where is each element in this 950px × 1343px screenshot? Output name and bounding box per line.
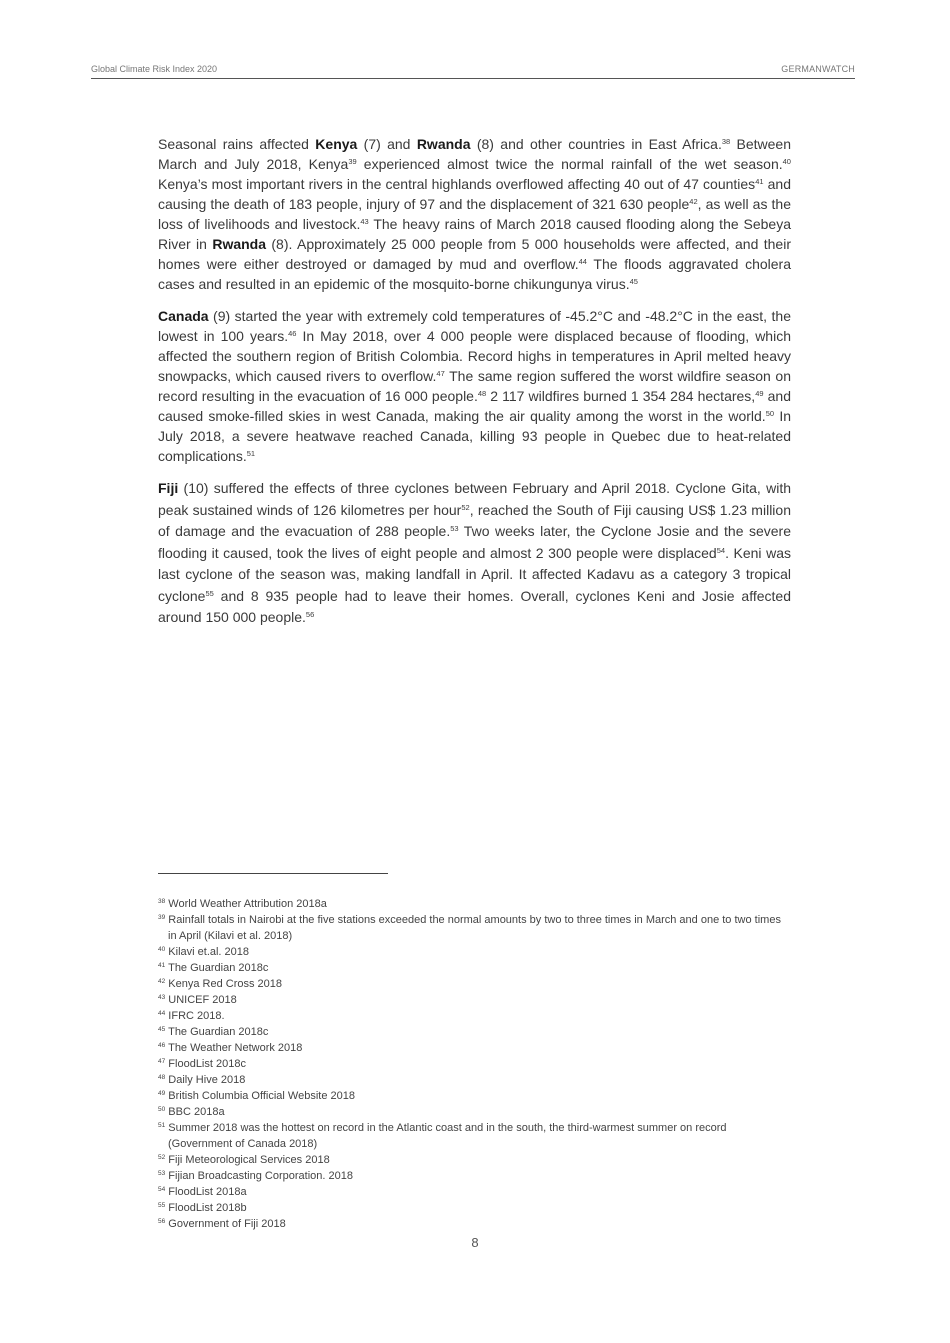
footnote-ref: 43: [360, 217, 369, 226]
country-rwanda: Rwanda: [212, 236, 267, 252]
page-number: 8: [471, 1235, 479, 1250]
paragraph-kenya-rwanda: Seasonal rains affected Kenya (7) and Rwanda (8) and other countries in East Africa.$^{38}$ Between March and July 2018, Kenya$^{39}$ experienced almost twice the normal rainfall of the wet season.$^{40}$ Kenya’s most important rivers in the central highlands overflowed affecting 40 out of 47 counties$^{41}$ and causing the death of 183 people, injury of 97 and the displacement of 321 630 people$^{42}$, as well as the loss of livelihoods and livestock.$^{43}$ The heavy rains of March 2018 caused flooding along the Sebeya River in Rwanda (8). Approximately 25 000 people from 5 000 households were affected, and their homes were either destroyed or damaged by mud and overflow.$^{44}$ The floods aggravated cholera cases and resulted in an epidemic of the mosquito-borne chikungunya virus.$^{45}$: [158, 136, 792, 292]
footnote: $^{42}$ Kenya Red Cross 2018: [158, 978, 283, 990]
country-fiji: Fiji: [158, 480, 179, 496]
footnote-ref: 56: [305, 610, 315, 619]
footnote: $^{53}$ Fijian Broadcasting Corporation. 2018: [158, 1170, 353, 1182]
footnote: $^{47}$ FloodList 2018c: [158, 1058, 246, 1070]
footnote: $^{54}$ FloodList 2018a: [158, 1186, 247, 1198]
header-report-title: Global Climate Risk Index 2020: [91, 64, 218, 74]
footnote-ref: 52: [461, 502, 470, 512]
footnote: $^{39}$ Rainfall totals in Nairobi at the five stations exceeded the normal amounts by two to three times in March and one to two times in April (Kilavi et al. 2018): [158, 914, 781, 942]
footnote-ref: 51: [246, 449, 256, 458]
footnote: $^{43}$ UNICEF 2018: [158, 994, 237, 1006]
footnote: $^{51}$ Summer 2018 was the hottest on record in the Atlantic coast and in the south, the third-warmest summer on record (Government of Canada 2018): [158, 1122, 727, 1150]
footnote: $^{46}$ The Weather Network 2018: [158, 1042, 303, 1054]
paragraph-fiji: Fiji (10) suffered the effects of three cyclones between February and April 2018. Cyclone Gita, with peak sustained winds of 126 kilometres per hour$^{52}$, reached the South of Fiji causing US$ 1.23 million of damage and the evacuation of 288 people.$^{53}$ Two weeks later, the Cyclone Josie and the severe flooding it caused, took the lives of eight people and almost 2 300 people were displaced$^{54}$. Keni was last cyclone of the season was, making landfall in April. It affected Kadavu as a category 3 tropical cyclone$^{55}$ and 8 935 people had to leave their homes. Overall, cyclones Keni and Josie affected around 150 000 people.$^{56}$: [158, 480, 792, 625]
footnote-ref: 47: [436, 369, 445, 378]
footnotes-list: [158, 896, 791, 1232]
footnote: $^{45}$ The Guardian 2018c: [158, 1026, 269, 1038]
country-kenya: Kenya: [315, 136, 358, 152]
footnote-ref: 40: [782, 157, 791, 166]
footnote: $^{49}$ British Columbia Official Website 2018: [158, 1090, 355, 1102]
footnote-ref: 48: [477, 389, 487, 398]
footnote-ref: 42: [689, 197, 698, 206]
footnote-ref: 41: [755, 177, 764, 186]
footnote: $^{52}$ Fiji Meteorological Services 2018: [158, 1154, 330, 1166]
footnote-ref: 49: [755, 389, 764, 398]
footnote-ref: 55: [205, 588, 214, 598]
header-publisher: GERMANWATCH: [781, 64, 855, 74]
paragraph-canada: Canada (9) started the year with extremely cold temperatures of -45.2°C and -48.2°C in the east, the lowest in 100 years.$^{46}$ In May 2018, over 4 000 people were displaced because of flooding, which affected the southern region of British Colombia. Record highs in temperatures in April melted heavy snowpacks, which caused rivers to overflow.$^{47}$ The same region suffered the worst wildfire season on record resulting in the evacuation of 16 000 people.$^{48}$ 2 117 wildfires burned 1 354 284 hectares,$^{49}$ and caused smoke-filled skies in west Canada, making the air quality among the worst in the world.$^{50}$ In July 2018, a severe heatwave reached Canada, killing 93 people in Quebec due to heat-related complications.$^{51}$: [158, 308, 791, 464]
footnote-ref: 54: [716, 545, 726, 555]
footnote-separator: [158, 873, 388, 874]
footnote: $^{55}$ FloodList 2018b: [158, 1202, 247, 1214]
footnote: $^{40}$ Kilavi et.al. 2018: [158, 946, 250, 958]
footnote-ref: 44: [578, 257, 587, 266]
main-text: [158, 134, 791, 641]
footnote: $^{48}$ Daily Hive 2018: [158, 1074, 246, 1086]
footnote-ref: 45: [629, 277, 638, 286]
footnote-ref: 50: [765, 409, 775, 418]
footnote-ref: 39: [348, 157, 357, 166]
running-header: [91, 64, 855, 79]
footnote-ref: 53: [450, 524, 459, 533]
country-rwanda: Rwanda: [416, 136, 471, 152]
footnote-ref: 46: [288, 329, 297, 338]
country-canada: Canada: [158, 308, 209, 324]
footnote-ref: 38: [721, 137, 731, 146]
footnote: $^{50}$ BBC 2018a: [158, 1106, 225, 1118]
footnote: $^{56}$ Government of Fiji 2018: [158, 1218, 286, 1230]
footnote: $^{44}$ IFRC 2018.: [158, 1010, 225, 1022]
footnote: $^{41}$ The Guardian 2018c: [158, 962, 269, 974]
footnote: $^{38}$ World Weather Attribution 2018a: [158, 898, 327, 910]
